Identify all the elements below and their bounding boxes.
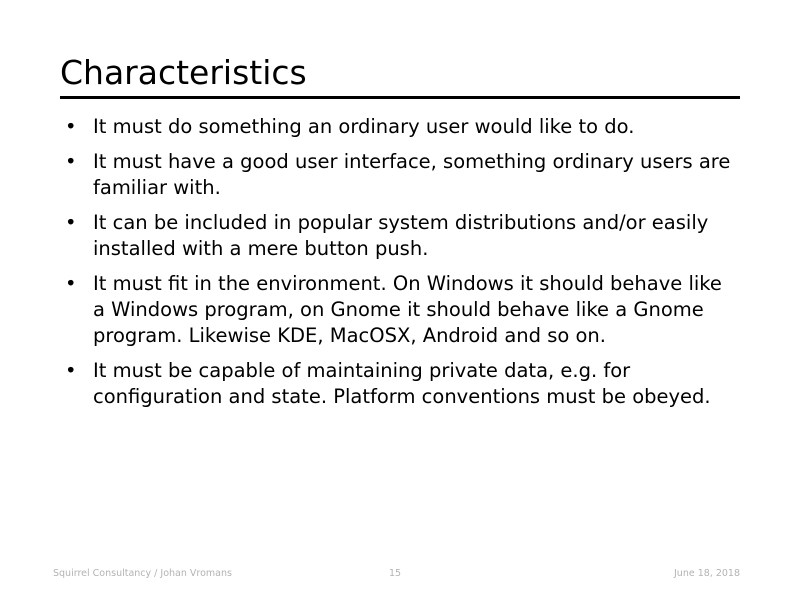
bullet-text: It must fit in the environment. On Windows it should behave like a Windows program, on Gnome it should behave like a Gnome program. Likewise KDE, MacOSX, Android and so on. <box>93 272 722 347</box>
bullet-marker: • <box>65 211 77 234</box>
bullet-text: It must have a good user interface, something ordinary users are familiar with. <box>93 150 731 199</box>
footer-date: June 18, 2018 <box>674 568 741 579</box>
bullet-text: It must do something an ordinary user would like to do. <box>93 115 635 138</box>
bullet-item <box>60 271 740 349</box>
bullet-marker: • <box>65 115 77 138</box>
bullet-text: It can be included in popular system distributions and/or easily installed with a mere button push. <box>93 211 709 260</box>
bullet-marker: • <box>65 359 77 382</box>
bullet-list <box>60 114 740 419</box>
footer-author: Squirrel Consultancy / Johan Vromans <box>53 568 232 579</box>
bullet-item <box>60 210 740 262</box>
bullet-text: It must be capable of maintaining private data, e.g. for configuration and state. Platform conventions must be obeyed. <box>93 359 711 408</box>
title-underline <box>60 96 740 99</box>
bullet-marker: • <box>65 272 77 295</box>
bullet-item <box>60 114 740 140</box>
bullet-marker: • <box>65 150 77 173</box>
bullet-item <box>60 149 740 201</box>
footer-page-number: 15 <box>389 568 402 579</box>
bullet-item <box>60 358 740 410</box>
slide-title: Characteristics <box>60 53 307 92</box>
